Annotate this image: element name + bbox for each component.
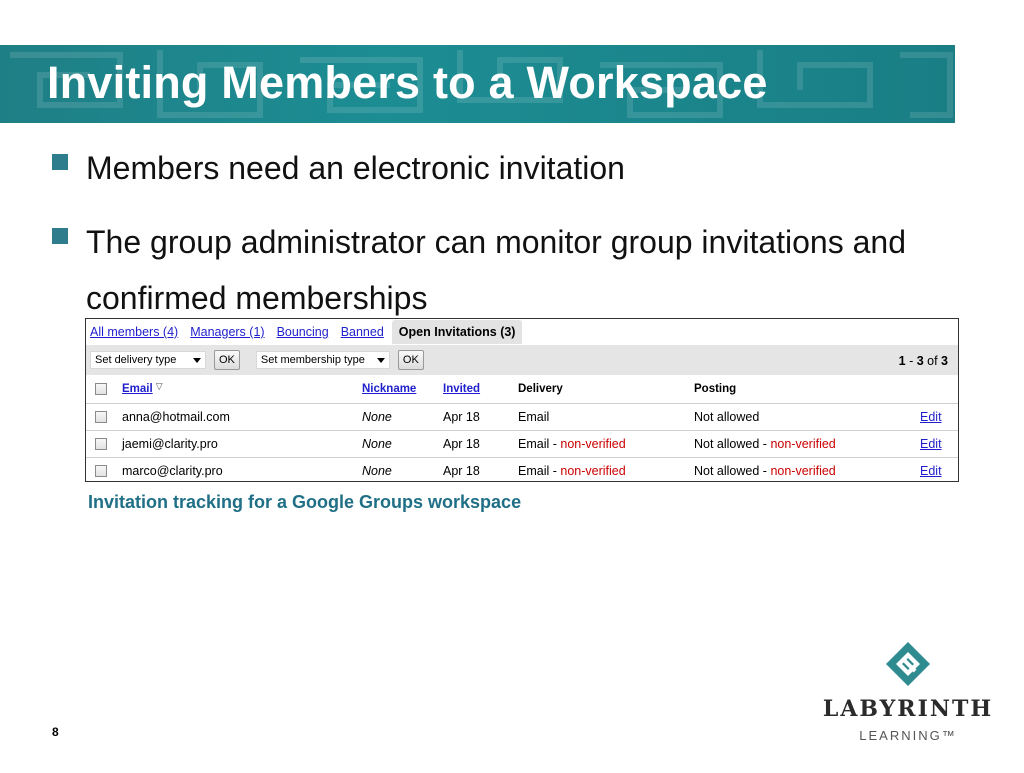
row-delivery-type: Email - (518, 437, 561, 451)
row-checkbox-cell (95, 431, 107, 457)
invitations-panel (85, 318, 959, 482)
bullet-list (52, 140, 982, 344)
row-delivery-status: non-verified (560, 464, 626, 478)
tab-open-invitations[interactable]: Open Invitations (3) (392, 320, 523, 344)
bullet-item (52, 140, 982, 196)
page-number: 8 (52, 725, 59, 739)
square-bullet-icon (52, 228, 68, 244)
table-row (86, 457, 958, 484)
bullet-item (52, 214, 982, 326)
membership-type-select[interactable] (256, 351, 390, 369)
row-invited: Apr 18 (443, 464, 480, 478)
email-column-header (122, 375, 163, 403)
row-posting (694, 431, 836, 457)
select-all-cell (95, 375, 107, 403)
chevron-down-icon (193, 358, 201, 363)
title-bar (0, 45, 955, 123)
member-tabs (86, 319, 958, 345)
membership-type-label: Set membership type (260, 354, 365, 366)
delivery-type-label: Set delivery type (95, 354, 177, 366)
row-email: anna@hotmail.com (122, 410, 230, 424)
sort-by-email-link[interactable]: Email (122, 383, 153, 395)
row-nickname: None (362, 437, 392, 451)
pager-of: of (923, 354, 942, 368)
bullet-text: The group administrator can monitor group invitations and confirmed memberships (86, 224, 906, 316)
tab-managers[interactable]: Managers (1) (190, 325, 265, 339)
row-delivery (518, 458, 626, 484)
row-posting-permission: Not allowed - (694, 464, 771, 478)
row-delivery-type: Email (518, 410, 550, 424)
members-toolbar (86, 345, 958, 375)
table-row (86, 403, 958, 430)
row-invited: Apr 18 (443, 437, 480, 451)
sort-by-invited-link[interactable]: Invited (443, 383, 481, 395)
pager (899, 354, 948, 368)
slide-title: Inviting Members to a Workspace (47, 57, 768, 108)
tab-banned[interactable]: Banned (340, 325, 384, 339)
sort-by-nickname-link[interactable]: Nickname (362, 383, 417, 395)
invited-column-header (443, 375, 480, 403)
delivery-column-header: Delivery (518, 383, 563, 395)
row-posting-status: non-verified (770, 437, 836, 451)
figure-caption: Invitation tracking for a Google Groups workspace (88, 492, 522, 512)
bullet-text: Members need an electronic invitation (86, 150, 625, 186)
row-checkbox-cell (95, 404, 107, 430)
pager-separator: - (905, 354, 917, 368)
row-posting (694, 404, 759, 430)
row-checkbox[interactable] (95, 411, 107, 423)
row-invited: Apr 18 (443, 410, 480, 424)
chevron-down-icon (377, 358, 385, 363)
row-nickname: None (362, 464, 392, 478)
row-posting-permission: Not allowed (694, 410, 760, 424)
membership-ok-button[interactable]: OK (398, 350, 424, 370)
table-header (86, 375, 958, 403)
row-delivery (518, 404, 549, 430)
row-checkbox-cell (95, 458, 107, 484)
row-posting-permission: Not allowed - (694, 437, 771, 451)
labyrinth-logo (818, 640, 998, 750)
logo-wordmark: LABYRINTH (822, 696, 994, 722)
pager-total: 3 (941, 354, 948, 368)
tab-all-members[interactable]: All members (4) (90, 325, 179, 339)
row-edit-link[interactable]: Edit (920, 464, 942, 478)
delivery-type-select[interactable] (90, 351, 206, 369)
row-email: marco@clarity.pro (122, 464, 223, 478)
row-checkbox[interactable] (95, 438, 107, 450)
row-delivery-status: non-verified (560, 437, 626, 451)
diamond-logo-icon (884, 640, 932, 688)
delivery-ok-button[interactable]: OK (214, 350, 240, 370)
logo-subtitle: LEARNING™ (859, 728, 957, 743)
pager-start: 1 (898, 354, 906, 368)
row-edit-link[interactable]: Edit (920, 410, 942, 424)
row-email: jaemi@clarity.pro (122, 437, 218, 451)
row-delivery (518, 431, 626, 457)
sort-indicator-icon: ▽ (155, 380, 163, 391)
row-nickname: None (362, 410, 392, 424)
posting-column-header: Posting (694, 383, 737, 395)
nickname-column-header (362, 375, 416, 403)
table-row (86, 430, 958, 457)
row-checkbox[interactable] (95, 465, 107, 477)
row-edit-link[interactable]: Edit (920, 437, 942, 451)
tab-bouncing[interactable]: Bouncing (276, 325, 329, 339)
square-bullet-icon (52, 154, 68, 170)
row-delivery-type: Email - (518, 464, 561, 478)
row-posting (694, 458, 836, 484)
select-all-checkbox[interactable] (95, 383, 107, 395)
pager-end: 3 (916, 354, 924, 368)
row-posting-status: non-verified (770, 464, 836, 478)
